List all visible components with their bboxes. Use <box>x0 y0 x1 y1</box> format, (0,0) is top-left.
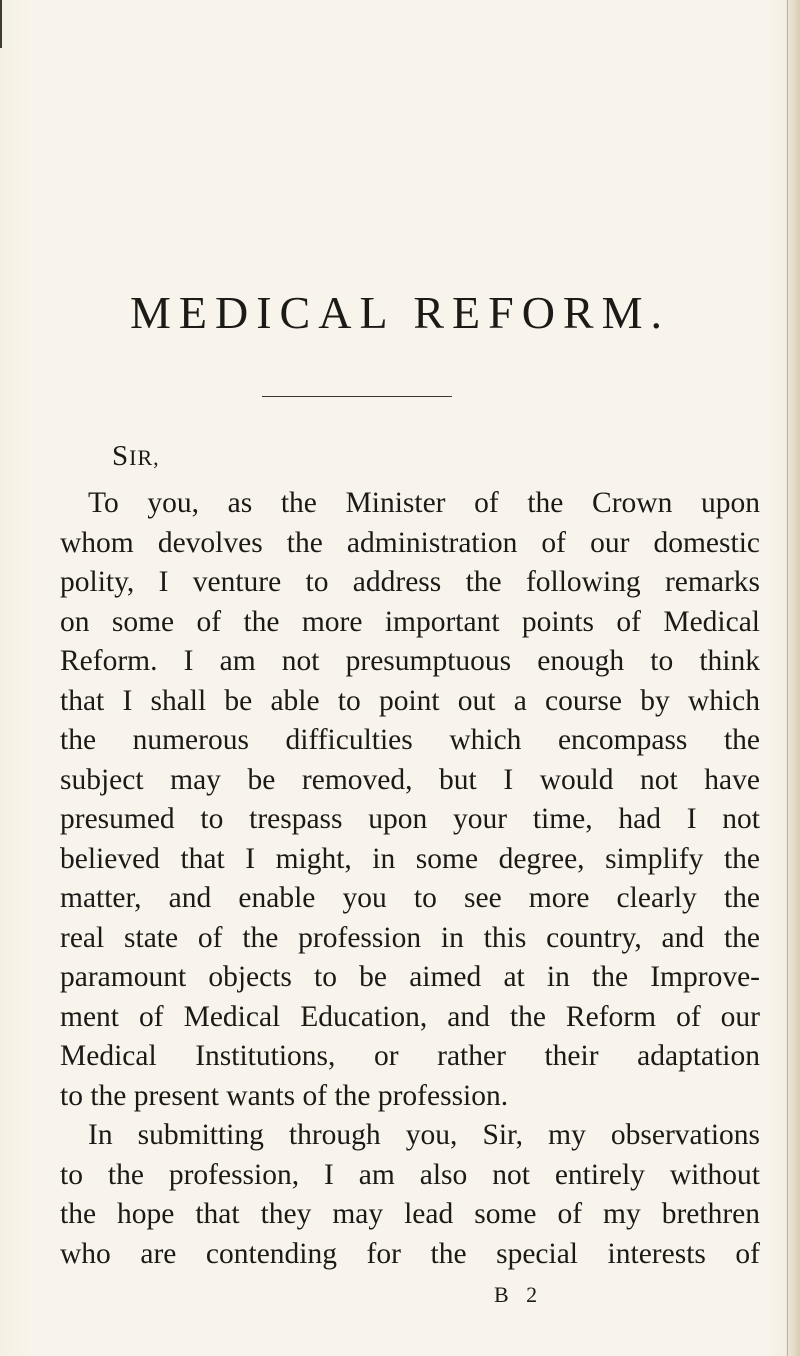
signature-mark: B 2 <box>494 1282 544 1307</box>
text-line: whom devolves the administration of our domestic <box>60 526 760 559</box>
paragraph-1 <box>60 484 760 1116</box>
text-line: matter, and enable you to see more clearly the <box>60 882 760 914</box>
text-line: Medical Institutions, or rather their adaptation <box>60 1040 760 1072</box>
text-line: real state of the profession in this country, and the <box>60 921 760 954</box>
page-fold-line <box>787 0 788 1356</box>
body-text <box>60 484 760 1274</box>
text-line: paramount objects to be aimed at in the Improve- <box>60 961 760 993</box>
paragraph-2 <box>60 1116 760 1274</box>
page-edge-mark <box>0 0 2 48</box>
text-line: to the present wants of the profession. <box>60 1079 509 1112</box>
text-line: the numerous difficulties which encompass the <box>60 724 760 756</box>
text-line: polity, I venture to address the following remarks <box>60 566 760 598</box>
title-divider-rule <box>262 396 452 397</box>
text-line: presumed to trespass upon your time, had I not <box>60 803 760 835</box>
text-line: the hope that they may lead some of my brethren <box>60 1198 760 1230</box>
text-line: believed that I might, in some degree, simplify the <box>60 842 760 875</box>
text-line: to the profession, I am also not entirely without <box>60 1158 760 1191</box>
text-line: subject may be removed, but I would not have <box>60 763 760 796</box>
page-title: MEDICAL REFORM. <box>130 287 670 338</box>
text-line: who are contending for the special interests of <box>60 1237 760 1270</box>
salutation <box>112 440 160 473</box>
text-line: Reform. I am not presumptuous enough to think <box>60 645 760 677</box>
page-gutter-edge <box>786 0 800 1356</box>
text-line: ment of Medical Education, and the Reform of our <box>60 1000 760 1033</box>
text-line: that I shall be able to point out a course by which <box>60 684 760 717</box>
salutation-rest: IR, <box>129 445 160 470</box>
text-line: on some of the more important points of Medical <box>60 605 760 638</box>
salutation-initial: S <box>112 440 130 472</box>
text-line: To you, as the Minister of the Crown upon <box>88 487 760 519</box>
text-line: In submitting through you, Sir, my observations <box>88 1119 760 1151</box>
